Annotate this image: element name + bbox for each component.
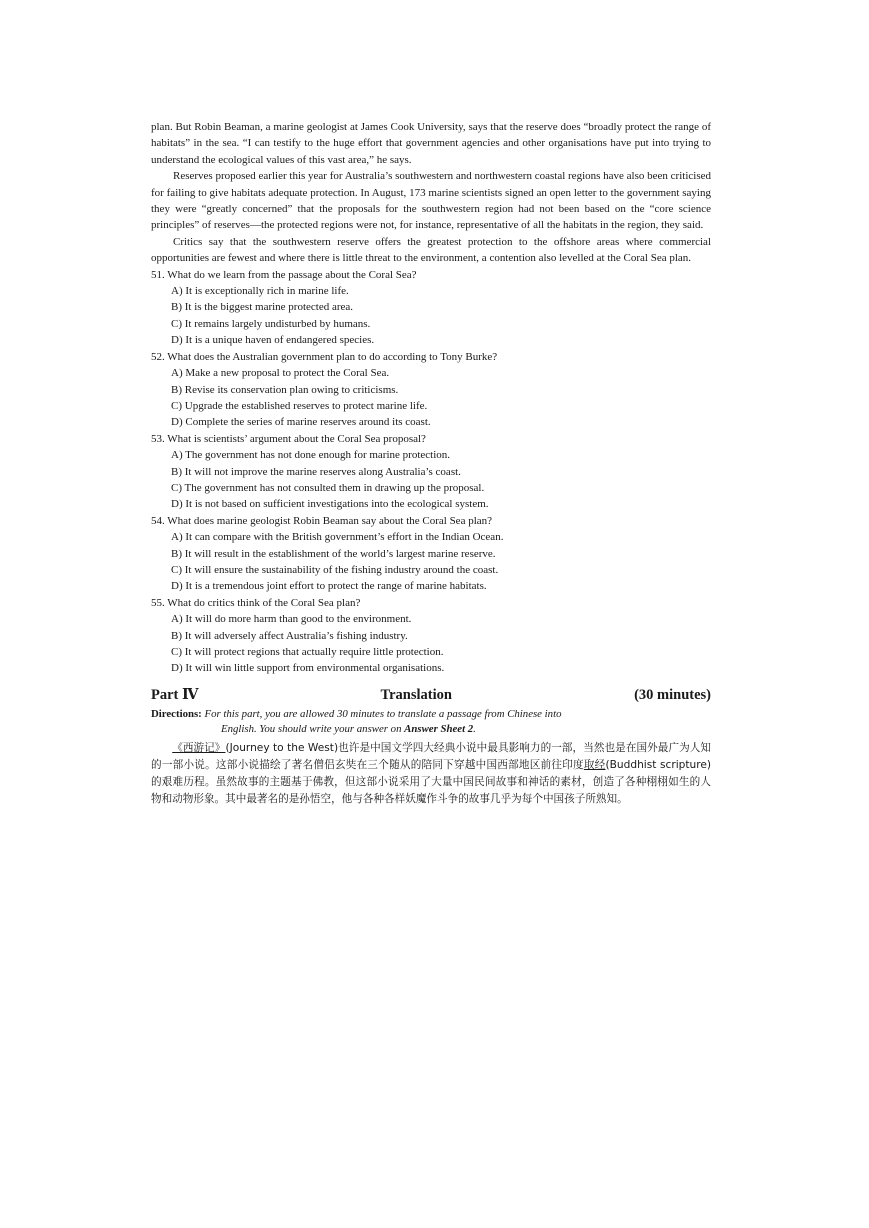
directions [151,707,711,738]
question-stem: 52. What does the Australian government plan to do according to Tony Burke? [151,350,498,363]
page-content [151,119,711,808]
directions-end: . [473,723,476,736]
question-stem: 53. What is scientists’ argument about the Coral Sea proposal? [151,432,426,445]
option-c: C) It will protect regions that actually require little protection. [171,646,444,658]
translation-text-1: (Journey to the West)也许是中国文学四大经典小说中最具影响力的一部，当然也是在国外最广为人知的一部小说。这部小说描绘了著名僧侣玄奘在三个随从的陪同下穿越中国西部地区前往印度 [151,741,712,771]
passage-paragraph-3: Critics say that the southwestern reserve offers the greatest protection to the offshore areas where commercial opportunities are fewest and where there is little threat to the environment, a contention also levelled at the Coral Sea plan. [151,235,711,265]
question-stem: 55. What do critics think of the Coral Sea plan? [151,596,361,609]
option-c: C) It will ensure the sustainability of the fishing industry around the coast. [171,563,499,576]
directions-text-line1: For this part, you are allowed 30 minutes to translate a passage from Chinese into [204,707,562,720]
option-a: A) Make a new proposal to protect the Coral Sea. [171,367,390,380]
option-list [151,283,711,349]
option-d: D) It is a unique haven of endangered species. [171,334,375,347]
part-title: Translation [380,686,452,703]
part-time: (30 minutes) [634,686,711,703]
question-55 [151,595,711,677]
option-c: C) The government has not consulted them in drawing up the proposal. [171,481,485,494]
option-d: D) It will win little support from environmental organisations. [171,662,445,675]
answer-sheet-reference: Answer Sheet 2 [404,723,474,736]
directions-label: Directions: [151,707,202,720]
option-list [151,529,711,595]
directions-text-line2: English. You should write your answer on [221,723,402,736]
option-b: B) It will result in the establishment of the world’s largest marine reserve. [171,547,496,560]
underlined-term: 取经 [583,758,606,771]
part-label: Part Ⅳ [151,686,199,703]
book-title: 《西游记》 [172,741,226,754]
translation-passage [151,740,711,808]
directions-line2 [151,722,711,738]
option-list [151,365,711,431]
option-c: C) It remains largely undisturbed by humans. [171,317,371,330]
option-b: B) It will adversely affect Australia’s fishing industry. [171,629,408,642]
option-d: D) Complete the series of marine reserves around its coast. [171,416,431,429]
option-d: D) It is a tremendous joint effort to protect the range of marine habitats. [171,580,487,593]
option-a: A) The government has not done enough for marine protection. [171,449,450,462]
question-54 [151,513,711,595]
part-heading [151,685,711,705]
passage-paragraph-2: Reserves proposed earlier this year for Australia’s southwestern and northwestern coastal regions have also been criticised for failing to give habitats adequate protection. In August, 173 marine scientists signed an open letter to the government saying they were “greatly concerned” that the proposals for the southwestern region had not been based on the “core science principles” of reserves—the protected regions were not, for instance, representative of all the habitats in the region, they said. [151,170,711,232]
question-53 [151,431,711,513]
passage-paragraph-1: plan. But Robin Beaman, a marine geologist at James Cook University, says that the reserve does “broadly protect the range of habitats” in the sea. “I can testify to the huge effort that government agencies and other organisations have put into trying to understand the ecological values of this vast area,” he says. [151,121,711,166]
option-list [151,611,711,677]
option-b: B) It will not improve the marine reserves along Australia’s coast. [171,465,461,478]
option-a: A) It will do more harm than good to the environment. [171,613,412,626]
translation-text-2: (Buddhist scripture)的艰难历程。虽然故事的主题基于佛教，但这部小说采用了大量中国民间故事和神话的素材，创造了各种栩栩如生的人物和动物形象。其中最著名的是孙悟空，他与各种各样妖魔作斗争的故事几乎为每个中国孩子所熟知。 [151,758,712,805]
option-b: B) Revise its conservation plan owing to criticisms. [171,383,399,396]
option-a: A) It can compare with the British government’s effort in the Indian Ocean. [171,531,504,544]
question-52 [151,349,711,431]
option-d: D) It is not based on sufficient investigations into the ecological system. [171,498,489,511]
option-c: C) Upgrade the established reserves to protect marine life. [171,399,428,412]
question-stem: 54. What does marine geologist Robin Beaman say about the Coral Sea plan? [151,514,493,527]
question-51 [151,267,711,349]
question-stem: 51. What do we learn from the passage about the Coral Sea? [151,268,417,281]
option-a: A) It is exceptionally rich in marine life. [171,285,349,298]
option-b: B) It is the biggest marine protected area. [171,301,354,314]
option-list [151,447,711,513]
